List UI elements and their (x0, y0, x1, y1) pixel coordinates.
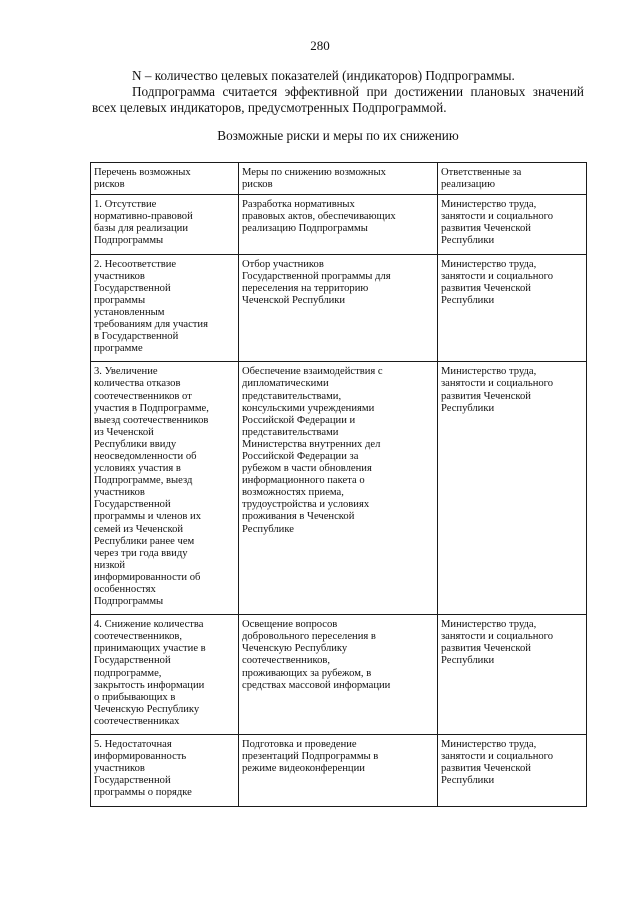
risk-cell: 4. Снижение количества соотечественников, принимающих участие в Государственной подпрограмме, закрытость информации о прибывающих в Чеченскую Республику соотечественниках (91, 615, 239, 735)
table-row (91, 615, 587, 735)
table-row (91, 362, 587, 615)
table-row (91, 735, 587, 806)
responsible-cell: Министерство труда, занятости и социального развития Чеченской Республики (438, 735, 587, 806)
table-title: Возможные риски и меры по их снижению (217, 128, 459, 143)
table-row (91, 195, 587, 254)
responsible-cell: Министерство труда, занятости и социального развития Чеченской Республики (438, 362, 587, 615)
header-responsible: Ответственные за реализацию (438, 163, 587, 195)
header-risks: Перечень возможных рисков (91, 163, 239, 195)
responsible-cell: Министерство труда, занятости и социального развития Чеченской Республики (438, 195, 587, 254)
measures-cell: Освещение вопросов добровольного переселения в Чеченскую Республику соотечественников, проживающих за рубежом, в средствах массовой информации (239, 615, 438, 735)
responsible-cell: Министерство труда, занятости и социального развития Чеченской Республики (438, 254, 587, 362)
responsible-cell: Министерство труда, занятости и социального развития Чеченской Республики (438, 615, 587, 735)
risk-cell: 1. Отсутствие нормативно-правовой базы для реализации Подпрограммы (91, 195, 239, 254)
header-measures: Меры по снижению возможных рисков (239, 163, 438, 195)
risk-cell: 3. Увеличение количества отказов соотечественников от участия в Подпрограмме, выезд соотечественников из Чеченской Республики ввиду неосведомленности об условиях участия в Подпрограмме, выезд участников Государственной программы и членов их семей из Чеченской Республики ранее чем через три года ввиду низкой информированности об особенностях Подпрограммы (91, 362, 239, 615)
measures-cell: Обеспечение взаимодействия с дипломатическими представительствами, консульскими учреждениями Российской Федерации и представительствами Министерства внутренних дел Российской Федерации за рубежом в части обновления информационного пакета о возможностях приема, трудоустройства и условиях проживания в Чеченской Республике (239, 362, 438, 615)
table-row (91, 254, 587, 362)
page-number: 280 (310, 38, 330, 53)
risks-table (90, 162, 587, 807)
measures-cell: Разработка нормативных правовых актов, обеспечивающих реализацию Подпрограммы (239, 195, 438, 254)
measures-cell: Отбор участников Государственной программы для переселения на территорию Чеченской Республики (239, 254, 438, 362)
risk-cell: 2. Несоответствие участников Государственной программы установленным требованиям для участия в Государственной программе (91, 254, 239, 362)
measures-cell: Подготовка и проведение презентаций Подпрограммы в режиме видеоконференции (239, 735, 438, 806)
paragraph-indicators-count: N – количество целевых показателей (индикаторов) Подпрограммы. (132, 68, 515, 83)
table-header-row (91, 163, 587, 195)
paragraph-effectiveness: Подпрограмма считается эффективной при достижении плановых значений всех целевых индикаторов, предусмотренных Подпрограммой. (92, 84, 584, 115)
risk-cell: 5. Недостаточная информированность участников Государственной программы о порядке (91, 735, 239, 806)
